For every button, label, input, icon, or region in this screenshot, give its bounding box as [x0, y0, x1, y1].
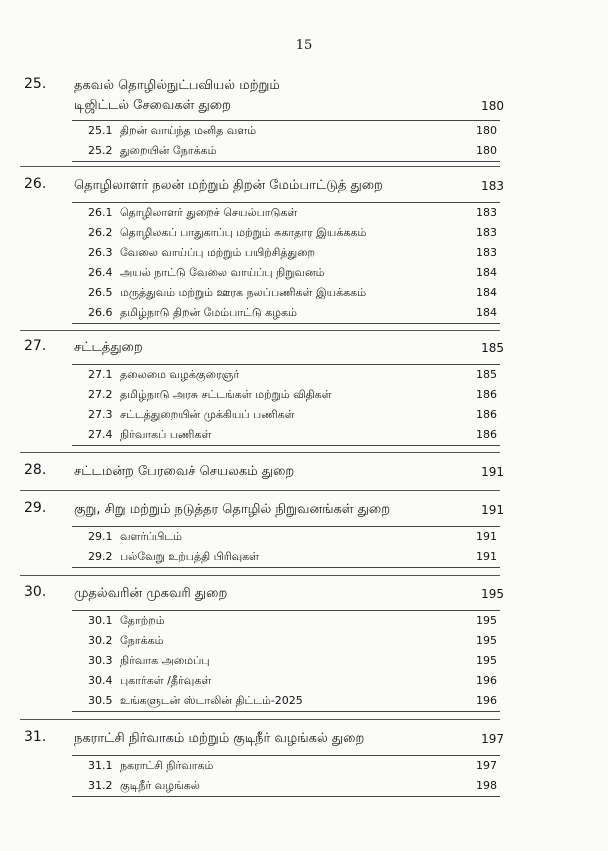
section-title: தகவல் தொழில்நுட்பவியல் மற்றும் [74, 78, 280, 93]
subsection-page: 191 [476, 550, 497, 563]
subsection-list [72, 364, 500, 446]
section-number: 28. [24, 462, 47, 478]
subsection-page: 184 [476, 286, 497, 299]
section-divider [20, 490, 500, 491]
subsection-page: 183 [476, 246, 497, 259]
subsection-page: 184 [476, 306, 497, 319]
subsection-number: 30.4 [88, 674, 113, 687]
subsection-number: 29.1 [88, 530, 113, 543]
section-title: சட்டமன்ற பேரவைச் செயலகம் துறை [74, 464, 295, 479]
subsection-page: 195 [476, 634, 497, 647]
subsection-title: துறையின் நோக்கம் [120, 144, 217, 157]
subsection-row [72, 776, 500, 796]
subsection-number: 25.2 [88, 144, 113, 157]
subsection-row [72, 283, 500, 303]
subsection-row [72, 203, 500, 223]
subsection-title: தலைமை வழக்குரைஞர் [120, 368, 240, 381]
section-title-line2: டிஜிட்டல் சேவைகள் துறை [74, 98, 231, 113]
subsection-row [72, 223, 500, 243]
subsection-title: வளர்ப்பிடம் [120, 530, 183, 543]
subsection-row [72, 671, 500, 691]
subsection-list [72, 120, 500, 162]
subsection-title: நகராட்சி நிர்வாகம் [120, 759, 214, 772]
section-title: முதல்வரின் முகவரி துறை [74, 586, 228, 601]
section-title: தொழிலாளர் நலன் மற்றும் திறன் மேம்பாட்டுத் துறை [74, 178, 383, 193]
subsection-row [72, 611, 500, 631]
subsection-title: உங்களுடன் ஸ்டாலின் திட்டம்-2025 [120, 694, 303, 707]
subsection-number: 26.5 [88, 286, 113, 299]
subsection-row [72, 425, 500, 445]
subsection-title: புகார்கள் /தீர்வுகள் [120, 674, 212, 687]
subsection-page: 197 [476, 759, 497, 772]
subsection-list [72, 526, 500, 568]
subsection-row [72, 631, 500, 651]
subsection-list [72, 610, 500, 712]
subsection-row [72, 303, 500, 323]
subsection-page: 184 [476, 266, 497, 279]
section-number: 25. [24, 76, 47, 92]
subsection-number: 26.3 [88, 246, 113, 259]
section-page: 183 [481, 179, 504, 193]
subsection-row [72, 263, 500, 283]
subsection-page: 183 [476, 206, 497, 219]
subsection-page: 186 [476, 428, 497, 441]
subsection-row [72, 691, 500, 711]
subsection-page: 180 [476, 124, 497, 137]
subsection-number: 26.1 [88, 206, 113, 219]
subsection-row [72, 243, 500, 263]
subsection-title: மருத்துவம் மற்றும் ஊரக நலப்பணிகள் இயக்ககம் [120, 286, 367, 299]
subsection-title: நிர்வாகப் பணிகள் [120, 428, 212, 441]
subsection-page: 180 [476, 144, 497, 157]
subsection-title: தொழிலகப் பாதுகாப்பு மற்றும் சுகாதார இயக்ககம் [120, 226, 367, 239]
subsection-page: 191 [476, 530, 497, 543]
subsection-title: தமிழ்நாடு அரசு சட்டங்கள் மற்றும் விதிகள் [120, 388, 332, 401]
section-divider [20, 452, 500, 453]
subsection-title: தொழிலாளர் துறைச் செயல்பாடுகள் [120, 206, 298, 219]
subsection-page: 186 [476, 388, 497, 401]
subsection-title: திறன் வாய்ந்த மனித வளம் [120, 124, 257, 137]
subsection-page: 198 [476, 779, 497, 792]
subsection-title: சட்டத்துறையின் முக்கியப் பணிகள் [120, 408, 295, 421]
subsection-row [72, 141, 500, 161]
subsection-number: 26.2 [88, 226, 113, 239]
section-page: 185 [481, 341, 504, 355]
subsection-page: 185 [476, 368, 497, 381]
subsection-title: வேலை வாய்ப்பு மற்றும் பயிற்சித்துறை [120, 246, 316, 259]
subsection-number: 26.4 [88, 266, 113, 279]
subsection-row [72, 756, 500, 776]
subsection-number: 27.4 [88, 428, 113, 441]
subsection-number: 26.6 [88, 306, 113, 319]
subsection-row [72, 121, 500, 141]
section-title: நகராட்சி நிர்வாகம் மற்றும் குடிநீர் வழங்கல் துறை [74, 731, 365, 746]
section-page: 197 [481, 732, 504, 746]
section-page: 195 [481, 587, 504, 601]
subsection-title: பல்வேறு உற்பத்தி பிரிவுகள் [120, 550, 260, 563]
subsection-title: குடிநீர் வழங்கல் [120, 779, 200, 792]
subsection-row [72, 547, 500, 567]
subsection-number: 29.2 [88, 550, 113, 563]
section-title: சட்டத்துறை [74, 340, 143, 355]
subsection-title: தோற்றம் [120, 614, 165, 627]
subsection-row [72, 385, 500, 405]
section-divider [20, 166, 500, 167]
subsection-row [72, 365, 500, 385]
subsection-number: 27.2 [88, 388, 113, 401]
section-page: 180 [481, 99, 504, 113]
subsection-list [72, 755, 500, 797]
subsection-number: 27.1 [88, 368, 113, 381]
subsection-page: 195 [476, 614, 497, 627]
subsection-number: 30.1 [88, 614, 113, 627]
subsection-page: 186 [476, 408, 497, 421]
subsection-number: 27.3 [88, 408, 113, 421]
subsection-title: அயல் நாட்டு வேலை வாய்ப்பு நிறுவனம் [120, 266, 325, 279]
page-number: 15 [295, 38, 313, 53]
subsection-page: 196 [476, 674, 497, 687]
section-page: 191 [481, 465, 504, 479]
subsection-row [72, 651, 500, 671]
subsection-list [72, 202, 500, 324]
section-number: 30. [24, 584, 47, 600]
subsection-title: தமிழ்நாடு திறன் மேம்பாட்டு கழகம் [120, 306, 297, 319]
subsection-page: 183 [476, 226, 497, 239]
subsection-number: 30.3 [88, 654, 113, 667]
section-divider [20, 719, 500, 720]
section-number: 26. [24, 176, 47, 192]
subsection-row [72, 527, 500, 547]
section-title: குறு, சிறு மற்றும் நடுத்தர தொழில் நிறுவனங்கள் துறை [74, 502, 391, 517]
section-divider [20, 575, 500, 576]
section-number: 29. [24, 500, 47, 516]
subsection-title: நிர்வாக அமைப்பு [120, 654, 210, 667]
subsection-page: 195 [476, 654, 497, 667]
section-divider [20, 330, 500, 331]
subsection-page: 196 [476, 694, 497, 707]
subsection-number: 30.5 [88, 694, 113, 707]
section-number: 31. [24, 729, 47, 745]
subsection-number: 31.1 [88, 759, 113, 772]
section-number: 27. [24, 338, 47, 354]
subsection-number: 25.1 [88, 124, 113, 137]
subsection-row [72, 405, 500, 425]
subsection-title: நோக்கம் [120, 634, 164, 647]
section-page: 191 [481, 503, 504, 517]
subsection-number: 31.2 [88, 779, 113, 792]
subsection-number: 30.2 [88, 634, 113, 647]
